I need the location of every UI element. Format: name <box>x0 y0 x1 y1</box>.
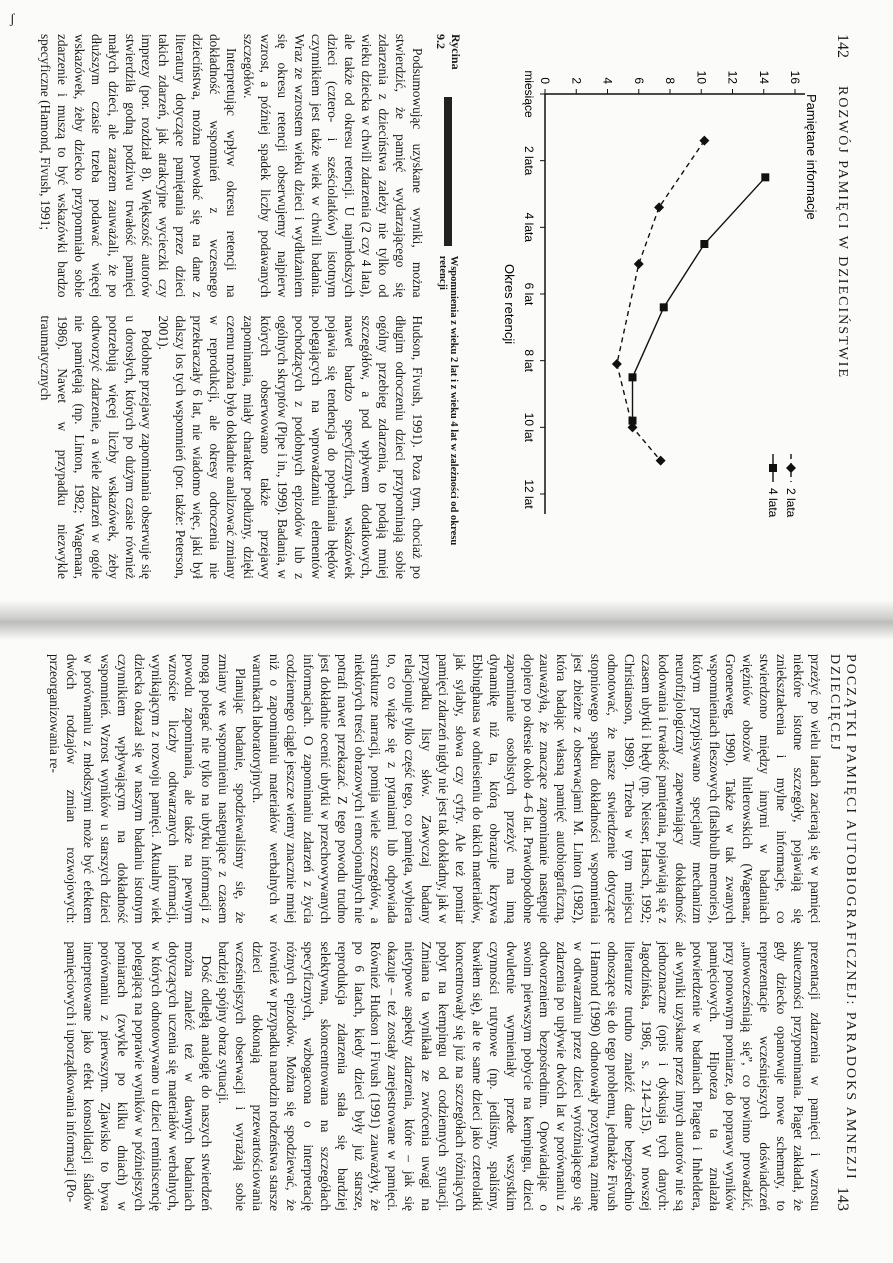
paragraph: przeżyć po wielu latach zacierają się w pamięci niektóre istotne szczegóły, pojawiają się zniekształcenia i mylne informacje, co stwierdzono między innymi w badaniach więźniów obozów hitlerowskich (Wagenaar, Groeneweg, 1990). Także w tak zwanych wspomnieniach fleszowych (flashbulb memories), którym przypisywano specjalny mechanizm neurofizjologiczny zapewniający dokładność kodowania i trwałość pamiętania, pojawiają się z czasem ubytki i błędy (np. Neisser, Harsch, 1992; Christianson, 1989). Trzeba w tym miejscu odnotować, że nasze stwierdzenie dotyczące stopniowego spadku dokładności wspomnienia jest zbieżne z obserwacjami M. Linton (1982), która badając własną pamięć autobiograficzną, zauważyła, że znaczące zapominanie następuje dopiero po okresie około 4–6 lat. Prawdopodobne zapominanie osobistych przeżyć ma inną dynamikę niż ta, którą obrazuje krzywa Ebbinghausa w odniesieniu do takich materiałów, jak sylaby, słowa czy cyfry. Ale też pomiar pamięci zdarzeń nigdy nie jest tak dokładny, jak w przypadku listy słów. Zawyczaj badany relacjonuje tylko część tego, co pamięta, wybiera to, co wiąże się z pytaniami lub odpowiada strukturze narracji, pomija wiele szczegółów, a niektórych treści obrazowych i emocjonalnych nie potrafi nawet przekazać. Z tego powodu trudno jest dokładnie ocenić ubytki w przechowywanych informacjach. O zapominaniu zdarzeń z życia codziennego ciągle jeszcze wiemy znacznie mniej niż o zapominaniu materiałów werbalnych w warunkach laboratoryjnych. <box>250 654 823 924</box>
data-point <box>761 173 769 181</box>
legend-marker <box>786 463 796 473</box>
y-tick-label: 14 <box>756 70 771 84</box>
data-point <box>660 303 668 311</box>
x-tick-label: 2 lata <box>522 145 536 176</box>
figure <box>465 34 825 579</box>
x-axis-label: Okres retencji <box>502 264 517 345</box>
left-column-2 <box>36 316 425 580</box>
page-number-right: 143 <box>834 1187 851 1211</box>
caption-bar <box>444 97 452 246</box>
line-chart <box>495 34 825 574</box>
data-point <box>634 259 644 269</box>
x-tick-label: 12 lat <box>522 479 536 509</box>
data-point <box>654 202 664 212</box>
x-tick-label: 4 lata <box>522 212 536 243</box>
x-tick-label: 10 lat <box>522 412 536 443</box>
page-number-left: 142 <box>834 34 851 58</box>
y-tick-label: 10 <box>694 70 709 84</box>
data-point <box>612 359 622 369</box>
data-point <box>656 456 666 466</box>
y-tick-label: 0 <box>538 77 552 84</box>
figure-caption <box>433 34 463 579</box>
legend-label: 4 lata <box>766 488 780 518</box>
left-text-columns <box>36 34 425 579</box>
paragraph: Planując badanie, spodziewaliśmy się, że zmiany we wspomnieniu następujące z czasem mogą polegać nie tylko na ubytku informacji z powodu zapominania, ale także na pewnym wzroście liczby odtwarzanych informacji, wynikającym z rozwoju pamięci. Aktualny wiek dziecka okazał się w naszym badaniu istotnym czynnikiem wpływającym na dokładność wspomnień. Wzrost wyników u starszych dzieci w porównaniu z młodszymi może być efektem dwóch rodzajów zmian rozwojowych: przeorganizowania re- <box>47 654 249 924</box>
y-tick-label: 8 <box>663 77 677 84</box>
right-column-2 <box>45 942 823 1212</box>
series-line-2 <box>633 177 766 420</box>
right-page <box>0 630 893 1263</box>
left-page <box>0 0 893 615</box>
data-point <box>699 136 709 146</box>
x-tick-label: 6 lat <box>522 282 536 306</box>
x-tick-label: 8 lat <box>522 349 536 373</box>
y-tick-label: 16 <box>788 70 802 84</box>
left-header <box>831 34 853 579</box>
paragraph: Hudson, Fivush, 1991). Poza tym, chociaż po długim odroczeniu dzieci przypominają sobie ogólny przebieg zdarzenia, to podają mniej szczegółów, a pod wpływem dodatkowych, nawet bardzo specyficznych, wskazówek pojawia się tendencja do popełniania błędów polegających na wprowadzaniu elementów pochodzących z podobnych epizodów lub z ogólnych skryptów (Pipe i in., 1999). Badania, w których obserwowano także przejawy zapominania, miały charakter podłużny, dzięki czemu można było dokładnie analizować zmiany w reprodukcji, ale okresy odroczenia nie przekraczały 6 lat, nie wiadomo więc, jaki był dalszy los tych wspomnień (por. także: Peterson, 2001). <box>156 315 425 579</box>
running-head-left: ROZWÓJ PAMIĘCI W DZIECIŃSTWIE <box>835 86 850 380</box>
figure-caption-text: Wspomnienia z wieku 2 lat i z wieku 4 lat w zależności od okresu retencji <box>437 255 459 546</box>
left-column-1 <box>36 34 425 298</box>
right-column-1 <box>45 654 823 924</box>
right-text-columns <box>45 654 823 1211</box>
scan-mark: ʃ <box>10 12 15 27</box>
paragraph: Podobne przejawy zapominania obserwuje się u dorosłych, których po dużym czasie również potrzebują więcej liczby wskazówek, żeby odtworzyć zdarzenie, a wiele zdarzeń w ogóle nie pamiętają (np. Linton, 1982; Wagenaar, 1986). Nawet w przypadku niezwykle traumatycznych <box>38 315 155 579</box>
figure-label: Rycina 9.2 <box>434 34 463 70</box>
y-tick-label: 6 <box>631 77 646 84</box>
y-tick-label: 2 <box>569 77 584 84</box>
data-point <box>629 373 637 381</box>
legend-label: 2 lata <box>784 488 798 518</box>
paragraph: Interpretując wpływ okresu retencji na dokładność wspomnień z wczesnego dzieciństwa, można powołać się na dane z literatury dotyczące pamiętania przez dzieci takich zdarzeń, jak atrakcyjne wycieczki czy imprezy (por. rozdział 8). Większość autorów stwierdziła godną podziwu trwałość pamięci małych dzieci, ale zarazem zauważali, że po dłuższym czasie trzeba podawać więcej wskazówek, żeby dziecko przypomniało sobie zdarzenie i muszą to być wskazówki bardzo specyficzne (Hamond, Fivush, 1991; <box>38 34 240 298</box>
right-header <box>827 654 858 1211</box>
running-head-right: POCZĄTKI PAMIĘCI AUTOBIOGRAFICZNEJ: PARADOKS AMNEZJI DZIECIĘCEJ <box>827 654 858 1181</box>
paragraph: Dość odległą analogię do naszych stwierdzeń można znaleźć też w dawnych badaniach dotyczących uczenia się materiałów werbalnych, w których odnotowywano u dzieci reminiscencję polegającą na poprawie wyników w późniejszych pomiarach (zwykle po kilku dniach) w porównaniu z pierwszym. Zjawisko to bywa interpretowane jako efekt konsolidacji śladów pamięciowych i uporządkowania informacji (Po- <box>64 941 215 1211</box>
paragraph: Podsumowując uzyskane wyniki, można stwierdzić, że pamięć wydarzającego się zdarzenia z dzieciństwa zależy nie tylko od wieku dziecka w chwili zdarzenia (2 czy 4 lata), ale także od okresu retencji. U najmłodszych dzieci (cztero- i sześciolatków) istotnym czynnikiem jest także wiek w chwili badania. Wraz ze wzrostem wieku dzieci i wydłużaniem się okresu retencji obserwujemy najpierw wzrost, a później spadek liczby podawanych szczegółów. <box>240 34 425 298</box>
y-axis-label: Pamiętane informacje <box>804 94 819 220</box>
data-point <box>629 417 637 425</box>
y-tick-label: 12 <box>725 70 740 84</box>
y-tick-label: 4 <box>600 77 615 84</box>
paragraph: prezentacji zdarzenia w pamięci i wzrostu skuteczności przypominania. Piaget zakładał, że gdy dziecko opanowuje nowe schematy, to reprezentacje wcześniejszych doświadczeń „unowocześniają się”, co powinno prowadzić, przy ponownym pomiarze, do poprawy wyników pamięciowych. Hipoteza ta znalazła potwierdzenie w badaniach Piageta i Inheldera, ale wyniki uzyskane przez innych autorów nie są jednoznaczne (opis i dyskusja tych danych: Jagodzińska, 1986, s. 214–215). W nowszej literaturze trudno znaleźć dane bezpośrednio odnoszące się do tego problemu, jednakże Fivush i Hamond (1990) odnotowały pozytywną zmianę w odtwarzaniu przez dzieci wyróżniającego się zdarzenia po upływie dwóch lat w porównaniu z odtworzeniem bezpośrednim. Opowiadając o swoim pierwszym pobycie na kempingu, dzieci dwuletnie wymieniały przede wszystkim czynności rutynowe (np. jedliśmy, spaliśmy, bawiłem się), ale te same dzieci jako czterolatki koncentrowały się już na szczegółach różniących pobyt na kempingu od codziennych sytuacji. Zmiana ta wynikała ze zwrócenia uwagi na nietypowe aspekty zdarzenia, które – jak się okazuje – też zostały zarejestrowane w pamięci. Również Hudson i Fivush (1991) zauważyły, że po 6 latach, kiedy dzieci były już starsze, reprodukcja zdarzenia stała się bardziej selektywna, skoncentrowana na szczegółach specyficznych, wzbogacona o interpretację różnych epizodów. Można się spodziewać, że również w przypadku narodzin rodzeństwa starsze dzieci dokonają przewartościowania wcześniejszych obserwacji i wyrażają sobie bardziej spójny obraz sytuacji. <box>216 941 823 1211</box>
data-point <box>700 240 708 248</box>
x-tick-label: miesiące <box>522 70 536 118</box>
legend-marker <box>769 464 777 472</box>
series-line-1 <box>617 141 705 461</box>
